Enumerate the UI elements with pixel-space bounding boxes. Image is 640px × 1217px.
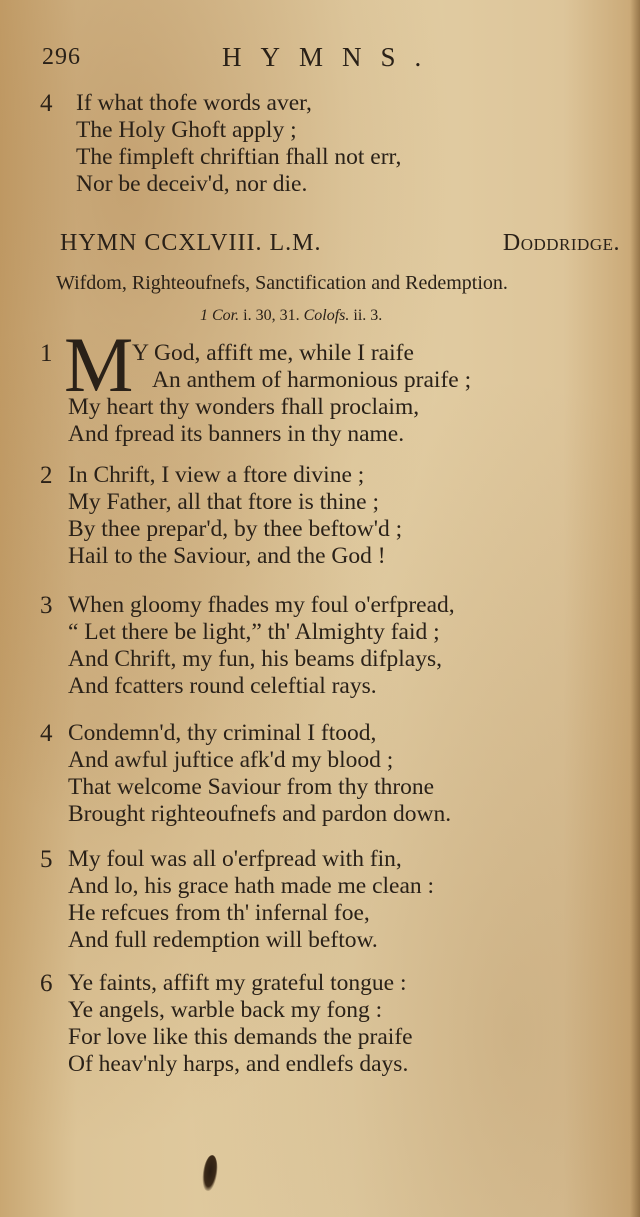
stanza-number: 2 [40,462,53,489]
verse-line: Condemn'd, thy criminal I ftood, [68,720,377,746]
verse-line: An anthem of harmonious praife ; [152,367,472,393]
verse-line: In Chrift, I view a ftore divine ; [68,462,365,488]
scripture-book-2: Colofs. [303,307,350,324]
verse-line: Ye angels, warble back my fong : [68,997,383,1023]
stanza-number: 4 [40,720,53,747]
stanza-number: 1 [40,340,53,367]
verse-line: When gloomy fhades my foul o'erfpread, [68,592,455,618]
verse-line: For love like this demands the praife [68,1024,413,1050]
verse-line: The Holy Ghoft apply ; [76,117,297,143]
ink-blot-mark [201,1154,220,1192]
verse-line: By thee prepar'd, by thee beftow'd ; [68,516,403,542]
verse-line: And fcatters round celeftial rays. [68,673,377,699]
stanza-number: 3 [40,592,53,619]
verse-line: My foul was all o'erfpread with fin, [68,846,402,872]
verse-line: The fimpleft chriftian fhall not err, [76,144,402,170]
verse-line: My heart thy wonders fhall proclaim, [68,394,420,420]
verse-line: “ Let there be light,” th' Almighty faid ; [68,619,440,645]
stanza [40,970,600,1078]
page-edge-shadow [630,0,640,1217]
stanza-number: 5 [40,846,53,873]
stanza-number: 4 [40,90,53,117]
previous-hymn-stanza [40,90,600,198]
scripture-verses-2: ii. 3. [349,307,383,324]
scripture-reference [200,307,382,325]
verse-line: That welcome Saviour from thy throne [68,774,435,800]
verse-line: If what thofe words aver, [76,90,312,116]
verse-line: And full redemption will beftow. [68,927,378,953]
verse-line: Hail to the Saviour, and the God ! [68,543,386,569]
running-head [40,44,600,80]
verse-line: He refcues from th' infernal foe, [68,900,370,926]
stanza [40,846,600,954]
verse-line: And Chrift, my fun, his beams difplays, [68,646,443,672]
running-title: HYMNS. [222,42,441,72]
stanza [40,462,600,570]
hymn-author: Doddridge. [502,230,620,256]
hymn-subtitle: Wifdom, Righteoufnefs, Sanctification and Redemption. [56,272,508,294]
drop-cap-letter: M [64,321,134,408]
scripture-book: 1 Cor. [200,307,240,324]
stanza-number: 6 [40,970,53,997]
verse-line: Ye faints, affift my grateful tongue : [68,970,407,996]
stanza [40,592,600,700]
verse-line: And lo, his grace hath made me clean : [68,873,435,899]
verse-line: Of heav'nly harps, and endlefs days. [68,1051,409,1077]
page-number: 296 [42,44,81,70]
stanza [40,720,600,828]
hymn-title: HYMN CCXLVIII. L.M. [60,230,322,256]
verse-line: Nor be deceiv'd, nor die. [76,171,308,197]
verse-line: My Father, all that ftore is thine ; [68,489,380,515]
verse-line: Y God, affift me, while I raife [132,340,414,366]
scripture-verses: i. 30, 31. [239,307,304,324]
verse-line: And fpread its banners in thy name. [68,421,405,447]
hymn-heading [60,230,620,257]
verse-line: Brought righteoufnefs and pardon down. [68,801,452,827]
verse-line: And awful juftice afk'd my blood ; [68,747,394,773]
